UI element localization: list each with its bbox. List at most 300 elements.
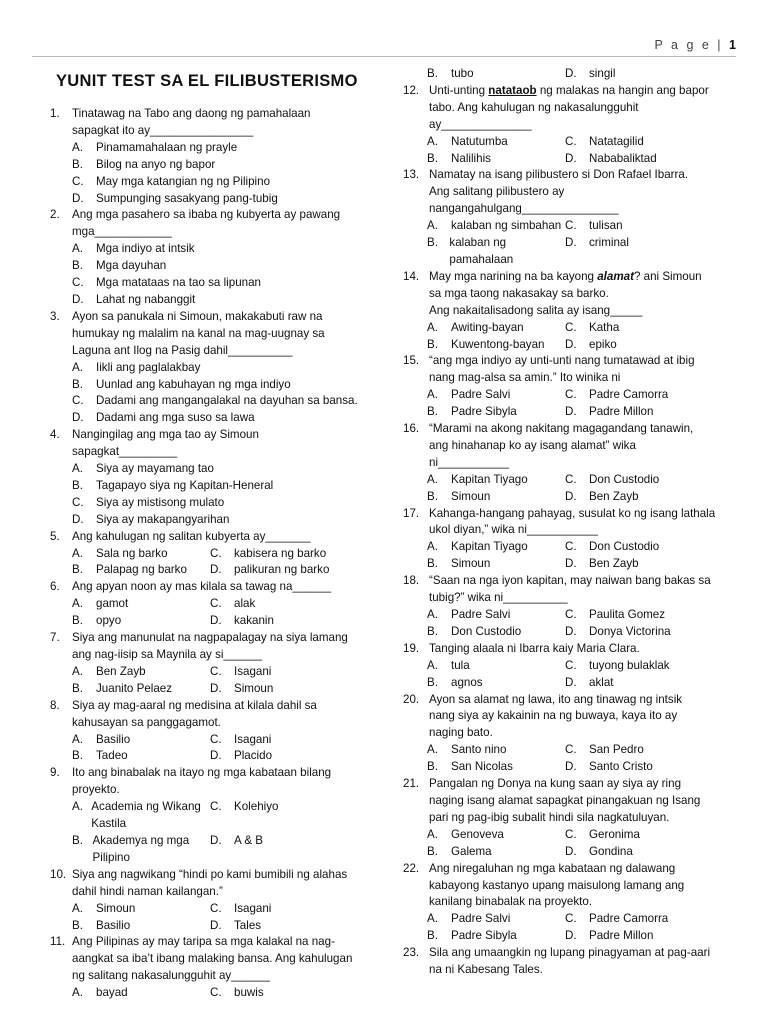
choice (427, 911, 565, 928)
question-text: Kahanga-hangang pahayag, susulat ko ng isang lathala (429, 506, 716, 520)
choices (403, 911, 759, 945)
question-text: ukol diyan,” wika ni___________ (429, 523, 598, 537)
question-text: Sila ang umaangkin ng lupang pinagyaman at pag-aari (429, 946, 711, 960)
choice-line (72, 377, 394, 394)
choice (72, 360, 200, 377)
question-number: 13. (403, 168, 420, 182)
choice-line (427, 827, 759, 844)
question-number: 8. (50, 698, 60, 712)
choice-line (72, 596, 394, 613)
question-number: 18. (403, 574, 420, 588)
question-number: 7. (50, 631, 60, 645)
choice (427, 844, 565, 861)
choice-line (72, 681, 394, 698)
choice-line (72, 174, 394, 191)
choice (565, 539, 659, 556)
choice-text: Ben Zayb (589, 557, 639, 571)
choice (427, 404, 565, 421)
choice-letter: D. (72, 292, 84, 306)
choice-text: Pinamamahalaan ng prayle (96, 140, 238, 154)
choice-letter: D. (210, 833, 222, 847)
choice-letter: C. (72, 495, 84, 509)
question-6 (48, 579, 394, 596)
choices (403, 320, 759, 354)
choice (210, 901, 271, 918)
choice-line (72, 157, 394, 174)
question-2 (48, 207, 394, 241)
choice-line (72, 292, 394, 309)
question-text: nang siya ay kakainin na ng buwaya, kaya ito ay (429, 709, 678, 723)
choices (403, 387, 759, 421)
choice: A. Awiting-bayan (427, 320, 524, 334)
choice (72, 258, 166, 275)
choice-text: Sala ng barko (96, 546, 168, 560)
choice (72, 918, 210, 935)
choice-text: Simoun (234, 681, 274, 695)
choice-letter: D. (565, 675, 577, 689)
choice (72, 275, 261, 292)
choice (565, 387, 668, 404)
choice (72, 732, 210, 749)
choice-line (427, 607, 759, 624)
question-text: tabo. Ang kahulugan ng nakasalungguhit (429, 100, 639, 114)
choice-letter: A. (72, 732, 83, 746)
choice-letter: A. (427, 658, 438, 672)
choice: B. Kuwentong-bayan (427, 337, 545, 351)
choice-text: criminal (589, 236, 629, 250)
choice (72, 748, 210, 765)
question-22 (403, 861, 759, 912)
choice-letter: C. (565, 388, 577, 402)
choice-line (427, 658, 759, 675)
choice: B. Nalilihis (427, 151, 491, 165)
choice-letter: D. (210, 749, 222, 763)
choice (72, 985, 210, 1002)
choice-line (427, 218, 759, 235)
choice (72, 495, 224, 512)
choice-text: Mga indiyo at intsik (96, 242, 195, 256)
choice-letter: C. (565, 658, 577, 672)
choice-text: Tadeo (96, 749, 128, 763)
choice-line (72, 985, 394, 1002)
choice (427, 235, 565, 269)
choice-letter: C. (565, 743, 577, 757)
question-3 (48, 309, 394, 360)
choice: C. Katha (565, 320, 620, 334)
choice (565, 827, 640, 844)
test-title: YUNIT TEST SA EL FILIBUSTERISMO (56, 72, 358, 90)
choice-letter: A. (427, 472, 438, 486)
question-text: Ang kahulugan ng salitan kubyerta ay_______ (72, 529, 311, 543)
choice-text: tula (451, 658, 470, 672)
choice (210, 664, 271, 681)
choice-letter: B. (427, 236, 438, 250)
choice (72, 799, 210, 833)
choice-text: gamot (96, 597, 129, 611)
choice-line (72, 478, 394, 495)
question-text: humukay ng malalim na kanal na mag-uugnay sa (72, 326, 325, 340)
choices (403, 539, 759, 573)
question-text: Ang salitang pilibustero ay (429, 185, 565, 199)
choice-letter: B. (72, 259, 83, 273)
question-number: 22. (403, 861, 420, 875)
choice (72, 512, 229, 529)
choice (565, 556, 639, 573)
choice (427, 658, 565, 675)
choice-line (72, 140, 394, 157)
choice-text: Kapitan Tiyago (451, 540, 528, 554)
choice (565, 742, 644, 759)
left-question-list (48, 106, 394, 1002)
choice-text: Uunlad ang kabuhayan ng mga indiyo (96, 377, 291, 391)
choice-letter: D. (565, 236, 577, 250)
choice-line (72, 512, 394, 529)
choice-letter: C. (565, 219, 577, 233)
question-1 (48, 106, 394, 140)
choice-text: Paulita Gomez (589, 608, 666, 621)
choice-line (427, 404, 759, 421)
choice-letter: D. (210, 681, 222, 695)
choice-line (72, 360, 394, 377)
choice-line (427, 675, 759, 692)
question-text: Nangingilag ang mga tao ay Simoun (72, 428, 259, 442)
choice-line (72, 258, 394, 275)
choice-letter: B. (72, 614, 83, 628)
choice-letter: C. (565, 912, 577, 926)
choice-line (427, 624, 759, 641)
choice-letter: A. (427, 827, 438, 841)
choice-letter: A. (72, 986, 83, 1000)
choice-letter: B. (427, 489, 438, 503)
choice-text: Padre Salvi (451, 388, 511, 402)
choice-letter: B. (427, 405, 438, 419)
choice-letter: D. (565, 929, 577, 943)
choice-line (72, 495, 394, 512)
question-text: Ayon sa alamat ng lawa, ito ang tinawag ng intsik (429, 692, 683, 706)
choice (210, 613, 274, 630)
choice (210, 748, 272, 765)
choice (210, 833, 263, 867)
choice-letter: A. (72, 462, 83, 476)
choice (210, 732, 271, 749)
choice (210, 799, 278, 833)
choice-text: Gondina (589, 844, 633, 858)
choice-line (427, 66, 759, 83)
page-number: 1 (729, 38, 736, 52)
choice (72, 140, 237, 157)
choice-letter: A. (427, 219, 438, 233)
choice-text: kalaban ng simbahan (451, 219, 562, 233)
choice-text: Kolehiyo (234, 800, 279, 814)
choice-line (72, 732, 394, 749)
choice-letter: C. (565, 540, 577, 554)
choice-line (427, 472, 759, 489)
choice-letter: C. (210, 986, 222, 1000)
right-question-list-a (403, 167, 759, 268)
choice (565, 404, 653, 421)
choice-line (427, 235, 759, 269)
choice (210, 546, 326, 563)
choice-text: Padre Salvi (451, 912, 511, 926)
choice-letter: B. (427, 624, 438, 638)
choices (48, 546, 394, 580)
choice (210, 681, 273, 698)
choice-text: Tagapayo siya ng Kapitan-Heneral (96, 478, 274, 492)
choice-line (72, 799, 394, 833)
choice-text: kakanin (234, 614, 274, 628)
choice-letter: D. (565, 405, 577, 419)
choice-letter: B. (72, 833, 83, 847)
question-5 (48, 529, 394, 546)
choice-text: Simoun (451, 489, 491, 503)
underlined-word: natataob (488, 83, 537, 97)
choice (427, 928, 565, 945)
choice-text: Dadami ang mangangalakal na dayuhan sa bansa. (96, 394, 358, 408)
choice-letter: A. (72, 546, 83, 560)
choice-letter: B. (72, 918, 83, 932)
choice-letter: C. (210, 901, 222, 915)
question-text: “Saan na nga iyon kapitan, may naiwan bang bakas sa (429, 574, 711, 588)
choice-line (72, 664, 394, 681)
choices (403, 658, 759, 692)
choice-letter: B. (72, 749, 83, 763)
choice (427, 742, 565, 759)
question-number: 21. (403, 777, 420, 791)
question-18 (403, 573, 759, 607)
choice-letter: D. (565, 844, 577, 858)
choice-line (427, 134, 759, 151)
italic-word: alamat (597, 269, 634, 283)
choice-letter: A. (72, 242, 83, 256)
choice-letter: D. (565, 489, 577, 503)
choice (210, 985, 264, 1002)
choice-letter: A. (72, 140, 83, 154)
question-7 (48, 630, 394, 664)
question-text: Siya ang manunulat na nagpapalagay na siya lamang (72, 631, 348, 645)
choice-line (427, 489, 759, 506)
question-text: proyekto. (72, 783, 120, 797)
choice-text: Padre Camorra (589, 388, 669, 402)
choice-text: Donya Victorina (589, 624, 671, 638)
choice (72, 157, 215, 174)
choice (427, 489, 565, 506)
question-text: ang hinahanap ko ay isang alamat” wika (429, 438, 636, 452)
choice (565, 489, 639, 506)
question-text: mga____________ (72, 225, 172, 239)
choice-line (427, 742, 759, 759)
choice-line (427, 556, 759, 573)
choice-line (427, 320, 759, 337)
choice-text: Siya ay mistisong mulato (96, 495, 225, 509)
choice-letter: B. (72, 478, 83, 492)
choice-letter: D. (72, 411, 84, 425)
choice (72, 664, 210, 681)
choice (565, 844, 633, 861)
choice-letter: D. (565, 624, 577, 638)
choice-letter: A. (427, 608, 438, 621)
choice-text: A & B (234, 833, 264, 847)
question-number: 6. (50, 580, 60, 594)
choice-letter: A. (72, 800, 83, 814)
question-23 (403, 945, 759, 979)
choice-letter: D. (210, 918, 222, 932)
question-number: 10. (50, 867, 67, 881)
question-text: Ang Pilipinas ay may taripa sa mga kalakal na nag- (72, 935, 335, 949)
question-text: sapagkat ito ay________________ (72, 123, 254, 137)
choice-text: buwis (234, 986, 264, 1000)
choice-letter: B. (72, 377, 83, 391)
choice (427, 387, 565, 404)
question-text: Tinatawag na Tabo ang daong ng pamahalaan (72, 107, 311, 120)
choice-letter: D. (565, 557, 577, 571)
choice (72, 562, 210, 579)
choice-text: Simoun (96, 901, 136, 915)
question-text: ni___________ (429, 455, 509, 469)
choice-letter: B. (72, 563, 83, 577)
choice-text: San Pedro (589, 743, 644, 757)
choice-letter: A. (72, 597, 83, 611)
choices (48, 664, 394, 698)
question-11 (48, 934, 394, 985)
choice-line (72, 410, 394, 427)
choice (565, 658, 670, 675)
choices (48, 799, 394, 867)
choice: B. tubo (427, 67, 474, 80)
choice-line (72, 901, 394, 918)
choice (565, 928, 653, 945)
choice (565, 218, 623, 235)
choice-text: palikuran ng barko (234, 563, 330, 577)
choice-text: Santo Cristo (589, 760, 653, 774)
choice-letter: B. (427, 844, 438, 858)
choice-text: Padre Sibyla (451, 405, 517, 419)
question-9 (48, 765, 394, 799)
question-number: 1. (50, 107, 60, 120)
question-text: naging bato. (429, 726, 493, 740)
choice-letter: C. (565, 608, 577, 621)
choice (72, 901, 210, 918)
choice (565, 675, 614, 692)
question-number: 20. (403, 692, 420, 706)
question-text: ay______________ (429, 117, 532, 131)
choice-line (72, 562, 394, 579)
question-text: ang nag-iisip sa Maynila ay si______ (72, 648, 263, 661)
question-text: Ang niregaluhan ng mga kabataan ng dalawang (429, 861, 676, 875)
choice (72, 393, 358, 410)
question-text: nang mag-alsa sa amin.” Ito winika ni (429, 371, 621, 385)
choice-line (427, 337, 759, 354)
choice-line (427, 759, 759, 776)
question-text: sapagkat_________ (72, 445, 178, 459)
choice (72, 241, 195, 258)
question-8 (48, 698, 394, 732)
choice-text: Placido (234, 749, 273, 763)
question-text: “ang mga indiyo ay unti-unti nang tumatawad at ibig (429, 354, 695, 368)
choice-text: Dadami ang mga suso sa lawa (96, 411, 255, 425)
choice: D. singil (565, 67, 616, 80)
choices (48, 241, 394, 309)
choice-letter: C. (210, 732, 222, 746)
choice-line (427, 539, 759, 556)
choice-text: Padre Millon (589, 929, 654, 943)
choice (72, 681, 210, 698)
choice (72, 833, 210, 867)
question-text: May mga narining na ba kayong alamat? ani Simoun (429, 269, 702, 283)
page-label: P a g e | (654, 38, 724, 52)
choices (48, 732, 394, 766)
choice-letter: B. (427, 760, 438, 774)
choice-letter: B. (427, 675, 438, 689)
choice-text: Ben Zayb (96, 664, 146, 678)
choice (565, 607, 665, 624)
choice-line (427, 911, 759, 928)
choice-text: kalaban ng pamahalaan (449, 236, 514, 266)
choice-text: Galema (451, 844, 492, 858)
choice (210, 562, 329, 579)
choice-letter: C. (210, 800, 222, 814)
page-header (654, 38, 736, 52)
choice-text: Iikli ang paglalakbay (96, 360, 201, 374)
choice (72, 596, 210, 613)
question-text: kahusayan sa panggagamot. (72, 715, 221, 729)
choices (48, 901, 394, 935)
question-number: 16. (403, 422, 420, 436)
choice-line (72, 613, 394, 630)
question-text: Siya ang nagwikang “hindi po kami bumibili ng alahas (72, 867, 348, 881)
choice-letter: A. (427, 388, 438, 402)
right-column (403, 66, 759, 979)
choice-text: tuyong bulaklak (589, 658, 670, 672)
choice-line (72, 833, 394, 867)
choice-text: Tales (234, 918, 262, 932)
choice-letter: C. (565, 472, 577, 486)
choice (72, 478, 273, 495)
choice (72, 546, 210, 563)
choice-line (72, 275, 394, 292)
choice-text: Isagani (234, 664, 272, 678)
choice-line (427, 844, 759, 861)
choice-text: Don Custodio (451, 624, 522, 638)
choices (48, 360, 394, 428)
choice-letter: B. (72, 157, 83, 171)
question-20 (403, 692, 759, 743)
choice-letter: A. (72, 664, 83, 678)
choice-text: Basilio (96, 732, 131, 746)
question-text: kabayong kastanyo upang maisulong lamang ang (429, 878, 685, 892)
question-text: dahil hindi naman kailangan.” (72, 884, 223, 898)
question-text: Pangalan ng Donya na kung saan ay siya ay ring (429, 777, 682, 791)
choice-text: Isagani (234, 901, 272, 915)
choice-letter: D. (565, 760, 577, 774)
choice-text: agnos (451, 675, 483, 689)
question-16 (403, 421, 759, 472)
choice (427, 472, 565, 489)
choice-text: Sumpunging sasakyang pang-tubig (96, 191, 278, 205)
choices (403, 134, 759, 168)
question-number: 12. (403, 83, 420, 97)
choice-text: Ben Zayb (589, 489, 639, 503)
question-text: aangkat sa iba’t ibang malaking bansa. Ang kahulugan (72, 952, 353, 966)
choice-letter: A. (427, 743, 438, 757)
choice-text: Genoveva (451, 827, 504, 841)
question-14 (403, 269, 759, 320)
choice-text: San Nicolas (451, 760, 513, 774)
question-number: 15. (403, 354, 420, 368)
question-17 (403, 506, 759, 540)
question-text: Unti-unting natataob ng malakas na hangin ang bapor (429, 83, 709, 97)
choice-letter: D. (72, 191, 84, 205)
choice-letter: C. (72, 174, 84, 188)
